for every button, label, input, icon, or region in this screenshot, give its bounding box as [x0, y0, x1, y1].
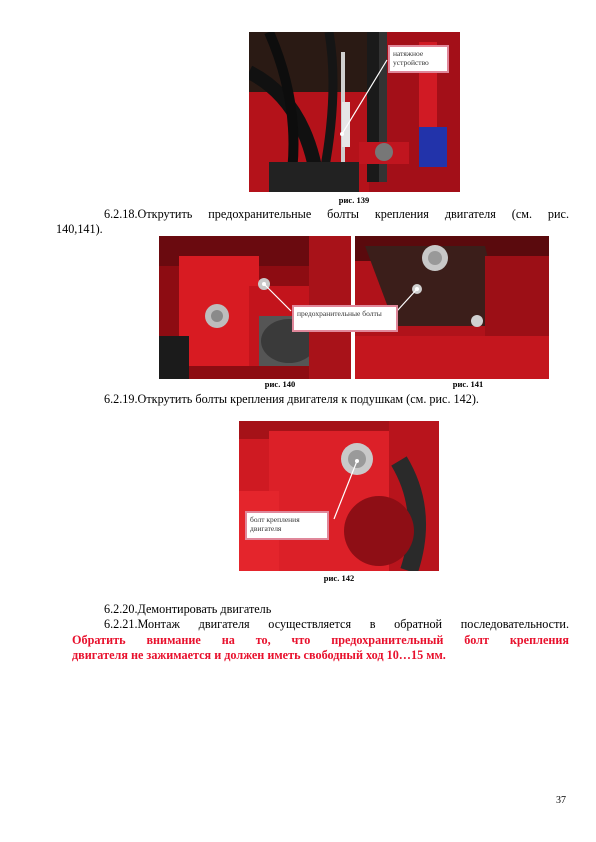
- step-6-2-18-line1: 6.2.18.Открутить предохранительные болты крепления двигателя (см. рис.: [104, 207, 569, 221]
- figure-140-caption: рис. 140: [264, 379, 296, 389]
- figure-140-callout-text: предохранительные болты: [297, 309, 382, 318]
- figure-142-pointer: [239, 421, 439, 571]
- warning-line-1: Обратить внимание на то, что предохранительный болт крепления: [72, 633, 569, 647]
- warning-line-2: двигателя не зажимается и должен иметь свободный ход 10…15 мм.: [72, 648, 446, 662]
- figure-141-caption: рис. 141: [452, 379, 484, 389]
- figure-142-callout: [245, 511, 329, 540]
- step-6-2-19: 6.2.19.Открутить болты крепления двигателя к подушкам (см. рис. 142).: [104, 392, 479, 406]
- step-6-2-18-line2: 140,141).: [56, 222, 103, 236]
- page-number: 37: [556, 795, 566, 806]
- figure-139-caption: рис. 139: [338, 195, 370, 205]
- figure-140-callout: [292, 305, 398, 332]
- step-6-2-20: 6.2.20.Демонтировать двигатель: [104, 602, 272, 616]
- step-6-2-21: 6.2.21.Монтаж двигателя осуществляется в обратной последовательности.: [104, 617, 569, 631]
- figure-142-caption: рис. 142: [323, 573, 355, 583]
- step-6-2-18: [56, 207, 569, 237]
- figure-139-callout-text: натяжное устройство: [393, 49, 429, 67]
- figure-139-callout: [388, 45, 449, 73]
- figure-142-callout-text: болт крепления двигателя: [250, 515, 300, 533]
